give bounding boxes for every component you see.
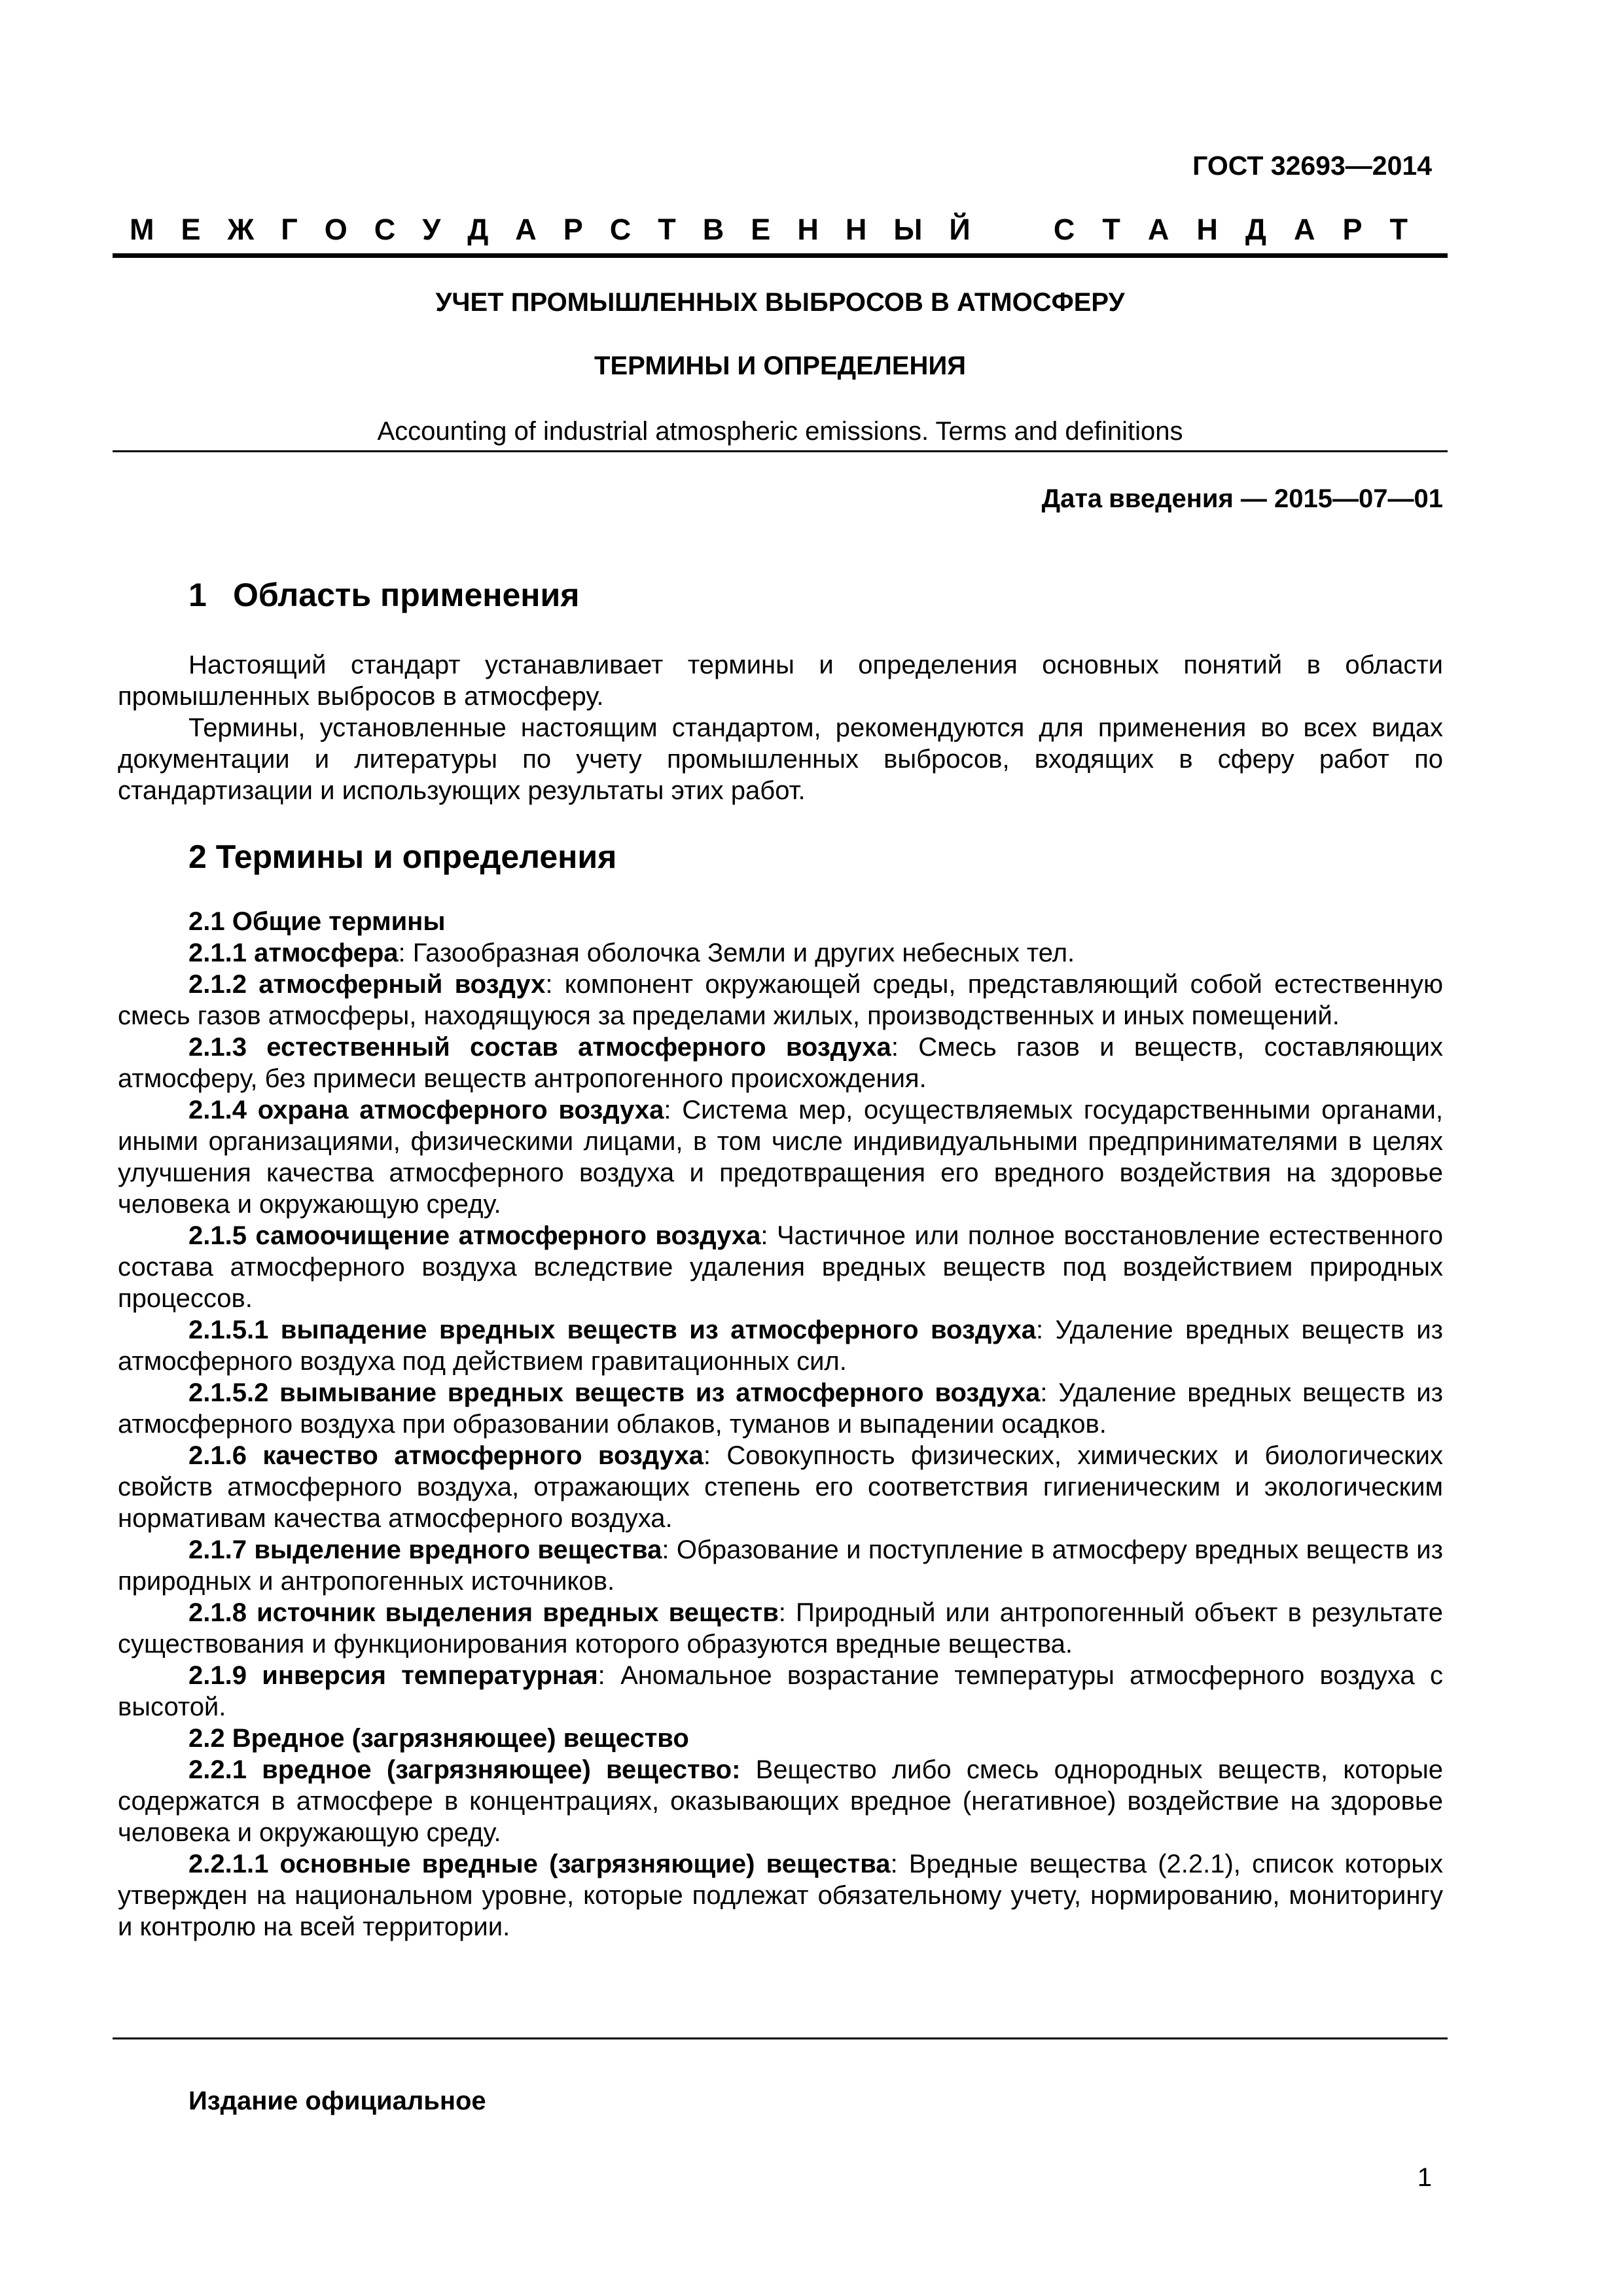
term-name: 2.2 Вредное (загрязняющее) вещество [188, 1724, 689, 1753]
term-entry [118, 906, 1443, 937]
term-name: 2.1.2 атмосферный воздух [188, 970, 546, 999]
term-name: 2.1.6 качество атмосферного воздуха [188, 1441, 704, 1470]
term-entry [118, 1660, 1443, 1723]
banner-letter: С [374, 213, 396, 246]
banner-letter: У [422, 213, 441, 246]
banner-letter: Т [1389, 213, 1408, 246]
banner-letter: Ж [227, 213, 255, 246]
date-label: Дата [1041, 484, 1103, 513]
banner-letter: Р [563, 213, 583, 246]
interstate-standard-banner [130, 213, 1408, 247]
term-entry [118, 1597, 1443, 1660]
term-entry [118, 1314, 1443, 1377]
section-1-number: 1 [188, 577, 207, 613]
document-title: УЧЕТ ПРОМЫШЛЕННЫХ ВЫБРОСОВ В АТМОСФЕРУ [435, 288, 1125, 317]
section-2-body [118, 906, 1443, 1943]
term-entry [118, 1094, 1443, 1220]
term-name: 2.1.8 источник выделения вредных веществ [188, 1598, 779, 1627]
term-definition: : Природный или антропогенный объект в результате существования и функционирования которого образуются вредные вещества. [118, 1598, 1443, 1659]
term-name: 2.1.3 естественный состав атмосферного воздуха [188, 1033, 891, 1062]
banner-letter: Е [181, 213, 201, 246]
term-name: 2.2.1 вредное (загрязняющее) вещество: [188, 1755, 741, 1784]
section-2-heading: 2 Термины и определения [188, 838, 617, 875]
term-entry [118, 969, 1443, 1031]
term-name: 2.1.5.2 вымывание вредных веществ из атмосферного воздуха [188, 1378, 1041, 1407]
term-definition: : компонент окружающей среды, представляющий собой естественную смесь газов атмосферы, находящуюся за пределами жилых, производственных и иных помещений. [118, 970, 1443, 1030]
term-definition: : Совокупность физических, химических и биологических свойств атмосферного воздуха, отражающих степень его соответствия гигиеническим и экологическим нормативам качества атмосферного воздуха. [118, 1441, 1443, 1533]
term-definition: : Удаление вредных веществ из атмосферного воздуха под действием гравитационных сил. [118, 1316, 1443, 1376]
banner-letter: Н [797, 213, 819, 246]
term-definition: : Смесь газов и веществ, составляющих атмосферу, без примеси веществ антропогенного происхождения. [118, 1033, 1443, 1093]
banner-letter: Н [845, 213, 867, 246]
document-subtitle: ТЕРМИНЫ И ОПРЕДЕЛЕНИЯ [594, 351, 966, 380]
section-1-body [118, 649, 1443, 806]
term-definition: : Образование и поступление в атмосферу вредных веществ из природных и антропогенных источников. [118, 1535, 1443, 1596]
edition-label: Издание официальное [188, 2087, 486, 2115]
banner-letter: Н [1196, 213, 1218, 246]
term-definition: : Удаление вредных веществ из атмосферного воздуха при образовании облаков, туманов и выпадении осадков. [118, 1378, 1443, 1439]
section-1-title: Область применения [233, 577, 580, 613]
banner-letter: В [702, 213, 724, 246]
banner-letter: А [515, 213, 537, 246]
term-name: 2.1.7 выделение вредного вещества [188, 1535, 662, 1564]
term-definition: Вещество либо смесь однородных веществ, которые содержатся в атмосфере в концентрациях, оказывающих вредное (негативное) воздействие на здоровье человека и окружающую среду. [118, 1755, 1444, 1847]
banner-letter: А [1293, 213, 1315, 246]
term-name: 2.1.4 охрана атмосферного воздуха [188, 1096, 664, 1124]
banner-letter: М [130, 213, 154, 246]
term-definition: : Система мер, осуществляемых государственными органами, иными организациями, физическими лицами, в том числе индивидуальными предпринимателями в целях улучшения качества атмосферного воздуха и предотвращения его вредного воздействия на здоровье человека и окружающую среду. [118, 1096, 1443, 1219]
term-definition: : Аномальное возрастание температуры атмосферного воздуха с высотой. [118, 1661, 1443, 1721]
banner-letter: Д [467, 213, 489, 246]
term-definition: : Частичное или полное восстановление естественного состава атмосферного воздуха вследствие удаления вредных веществ под воздействием природных процессов. [118, 1221, 1444, 1313]
standard-code: ГОСТ 32693—2014 [1192, 151, 1432, 181]
banner-letter: Р [1342, 213, 1363, 246]
term-name: 2.1.5.1 выпадение вредных веществ из атмосферного воздуха [188, 1316, 1036, 1344]
banner-letter: С [609, 213, 632, 246]
term-entry [118, 937, 1443, 969]
section-1-heading [188, 576, 579, 614]
term-entry [118, 1440, 1443, 1534]
banner-letter: С [1053, 213, 1075, 246]
term-name: 2.1.9 инверсия температурная [188, 1661, 598, 1690]
footer-rule [113, 2037, 1448, 2039]
date-value: введения — 2015—07—01 [1109, 484, 1443, 513]
banner-letter: Т [1102, 213, 1120, 246]
interstate-word [130, 213, 971, 247]
banner-letter: А [1147, 213, 1169, 246]
english-title: Accounting of industrial atmospheric emissions. Terms and definitions [377, 417, 1183, 446]
term-entry [118, 1754, 1443, 1848]
term-entry [118, 1031, 1443, 1094]
term-entry [118, 1848, 1443, 1943]
paragraph: Настоящий стандарт устанавливает термины и определения основных понятий в области промышленных выбросов в атмосферу. [118, 651, 1443, 711]
page-number: 1 [1417, 2163, 1432, 2192]
term-definition: : Вредные вещества (2.2.1), список которых утвержден на национальном уровне, которые подлежат обязательному учету, нормированию, мониторингу и контролю на всей территории. [118, 1850, 1443, 1941]
banner-letter: Е [751, 213, 771, 246]
banner-letter: Д [1245, 213, 1266, 246]
banner-letter: Ы [893, 213, 923, 246]
banner-letter: Г [281, 213, 298, 246]
header-rule [113, 253, 1448, 258]
introduction-date [1042, 484, 1443, 514]
banner-letter: Т [658, 213, 676, 246]
term-entry [118, 1534, 1443, 1597]
term-name: 2.1.1 атмосфера [188, 939, 399, 967]
term-name: 2.1.5 самоочищение атмосферного воздуха [188, 1221, 761, 1250]
paragraph: Термины, установленные настоящим стандартом, рекомендуются для применения во всех видах документации и литературы по учету промышленных выбросов, входящих в сферу работ по стандартизации и использующих результаты этих работ. [118, 713, 1443, 805]
term-entry [118, 1723, 1443, 1754]
term-definition: : Газообразная оболочка Земли и других небесных тел. [398, 939, 1075, 967]
banner-letter: О [324, 213, 348, 246]
standard-word [1054, 213, 1408, 247]
banner-letter: Й [949, 213, 971, 246]
title-rule [113, 450, 1448, 452]
term-entry [118, 1377, 1443, 1440]
term-name: 2.2.1.1 основные вредные (загрязняющие) вещества [188, 1850, 891, 1878]
term-name: 2.1 Общие термины [188, 907, 446, 936]
term-entry [118, 1220, 1443, 1314]
